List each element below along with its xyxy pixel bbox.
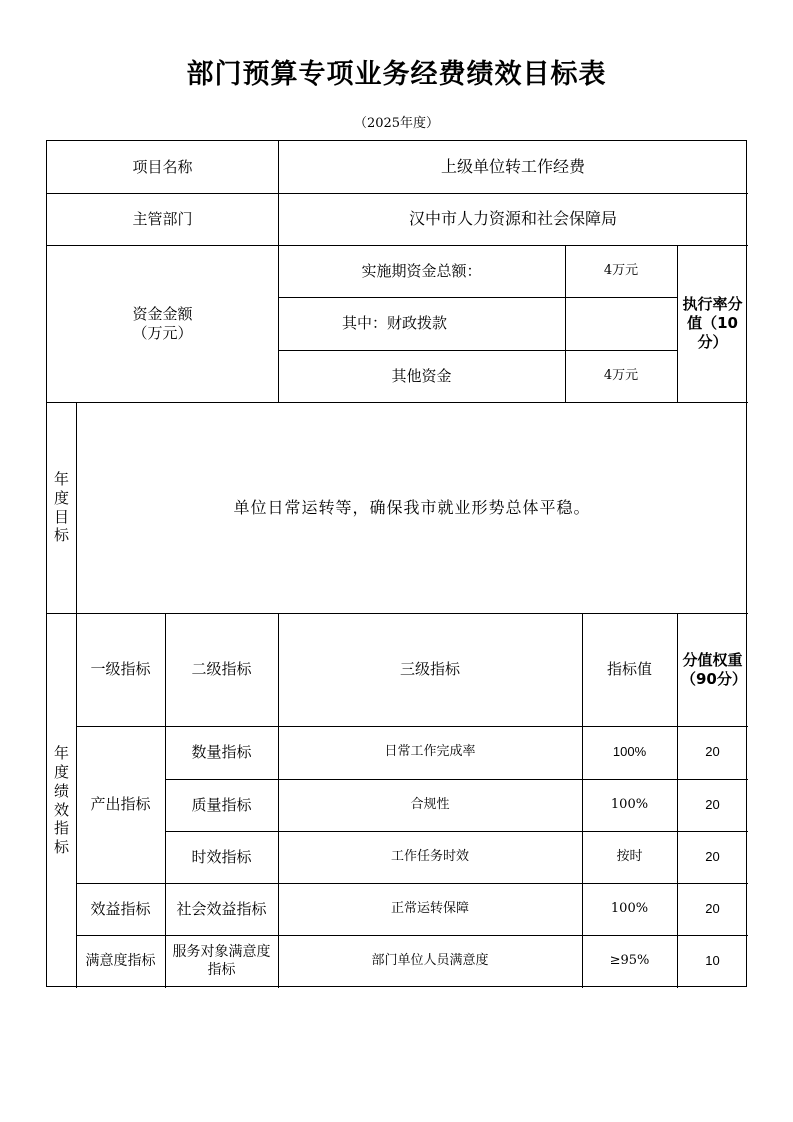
- row-level2: 质量指标: [191, 795, 252, 814]
- project-name-value: 上级单位转工作经费: [440, 157, 585, 176]
- page-subtitle: （2025年度）: [353, 116, 440, 131]
- project-name-label: 项目名称: [132, 157, 193, 176]
- fund-amount-label: 资金金额 （万元）: [132, 304, 193, 342]
- row-weight: 20: [705, 900, 720, 916]
- department-label: 主管部门: [132, 209, 193, 228]
- row-level2: 时效指标: [191, 847, 252, 866]
- row-value: ≥95%: [609, 953, 650, 969]
- row-value: 100%: [610, 900, 649, 916]
- row-value: 按时: [616, 848, 643, 864]
- header-weight: 分值权重（90分）: [681, 650, 747, 688]
- performance-table: [46, 140, 747, 987]
- row-level2: 社会效益指标: [176, 899, 267, 918]
- fund-fiscal-label: 其中：财政拨款: [342, 314, 448, 333]
- header-level2: 二级指标: [191, 660, 252, 679]
- row-value: 100%: [612, 744, 647, 760]
- level1-output: 产出指标: [90, 795, 151, 814]
- row-level3: 部门单位人员满意度: [371, 953, 489, 969]
- row-level2: 数量指标: [191, 743, 252, 762]
- row-weight: 10: [705, 953, 720, 969]
- annual-goal-label: 年度目标: [53, 470, 69, 545]
- annual-indicators-label: 年度绩效指标: [53, 744, 69, 856]
- fund-total-value: 4万元: [603, 262, 639, 278]
- department-value: 汉中市人力资源和社会保障局: [408, 209, 617, 228]
- row-level3: 工作任务时效: [390, 848, 469, 864]
- fund-other-value: 4万元: [603, 367, 639, 383]
- page-title: 部门预算专项业务经费绩效目标表: [186, 59, 607, 90]
- row-level3: 正常运转保障: [390, 900, 469, 916]
- fund-other-label: 其他资金: [391, 366, 452, 385]
- annual-goal-text: 单位日常运转等，确保我市就业形势总体平稳。: [233, 497, 591, 517]
- header-level3: 三级指标: [399, 660, 460, 679]
- fund-total-label: 实施期资金总额：: [361, 261, 482, 280]
- row-level3: 合规性: [410, 796, 450, 812]
- level1-benefit: 效益指标: [90, 899, 151, 918]
- row-weight: 20: [705, 744, 720, 760]
- fund-fiscal-value: [565, 297, 677, 350]
- row-level3: 日常工作完成率: [384, 744, 476, 760]
- row-weight: 20: [705, 848, 720, 864]
- row-value: 100%: [610, 796, 649, 812]
- level1-satisfaction: 满意度指标: [85, 952, 156, 969]
- row-weight: 20: [705, 796, 720, 812]
- execution-rate-score-label: 执行率分值（10分）: [682, 295, 743, 351]
- row-level2: 服务对象满意度指标: [172, 944, 271, 978]
- header-level1: 一级指标: [90, 660, 151, 679]
- header-indicator-value: 指标值: [606, 660, 652, 679]
